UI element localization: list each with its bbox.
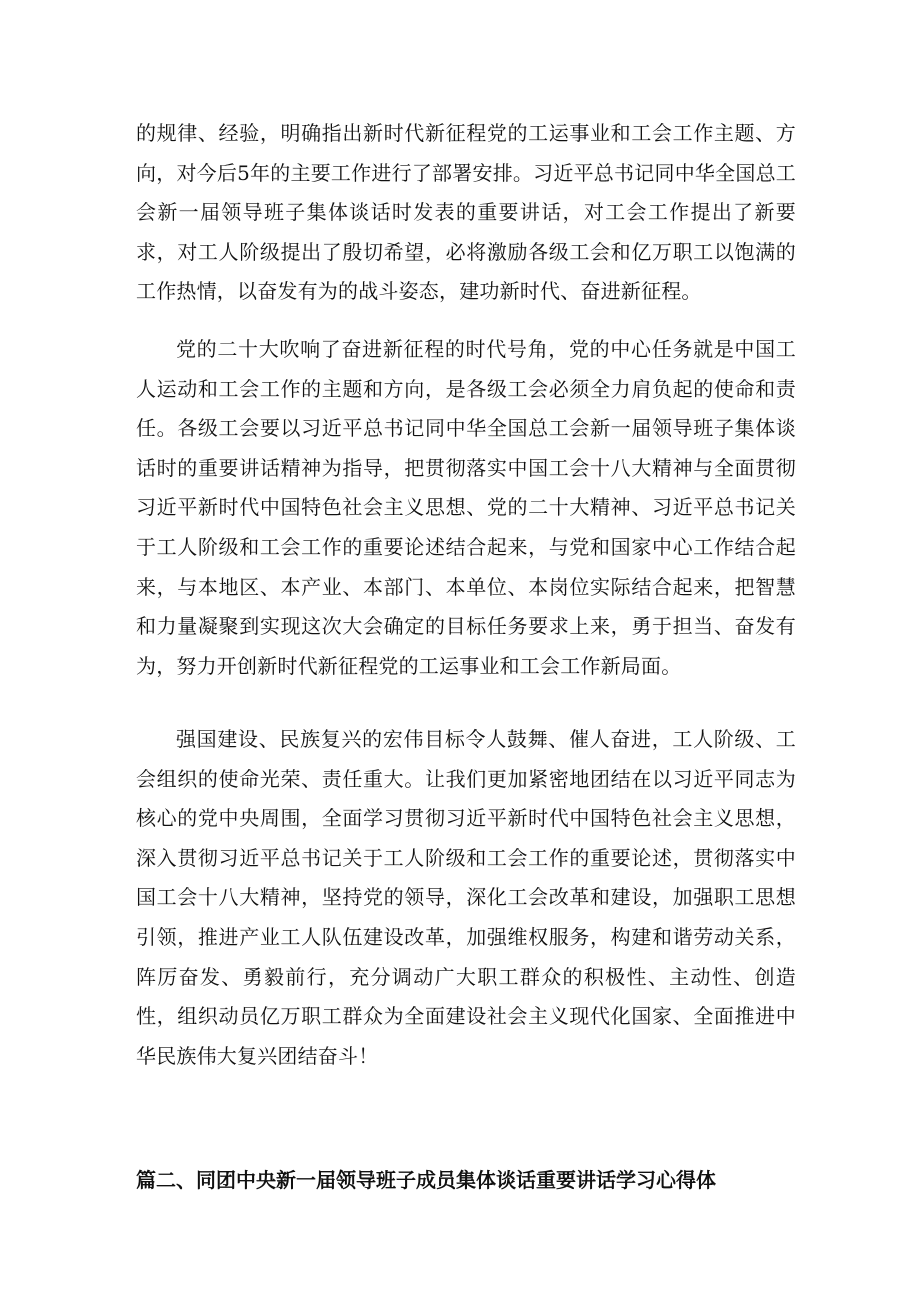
paragraph-party-congress: 党的二十大吹响了奋进新征程的时代号角，党的中心任务就是中国工人运动和工会工作的主题和方向，是各级工会必须全力肩负起的使命和责任。各级工会要以习近平总书记同中华全国总工会新一届领导班子集体谈话时的重要讲话精神为指导，把贯彻落实中国工会十八大精神与全面贯彻习近平新时代中国特色社会主义思想、党的二十大精神、习近平总书记关于工人阶级和工会工作的重要论述结合起来，与党和国家中心工作结合起来，与本地区、本产业、本部门、本单位、本岗位实际结合起来，把智慧和力量凝聚到实现这次大会确定的目标任务要求上来，勇于担当、奋发有为，努力开创新时代新征程党的工运事业和工会工作新局面。 (136, 337, 796, 678)
section-heading: 篇二、同团中央新一届领导班子成员集体谈话重要讲话学习心得体 (136, 1168, 716, 1192)
paragraph-national-rejuvenation: 强国建设、民族复兴的宏伟目标令人鼓舞、催人奋进，工人阶级、工会组织的使命光荣、责任重大。让我们更加紧密地团结在以习近平同志为核心的党中央周围，全面学习贯彻习近平新时代中国特色社会主义思想，深入贯彻习近平总书记关于工人阶级和工会工作的重要论述，贯彻落实中国工会十八大精神，坚持党的领导，深化工会改革和建设，加强职工思想引领，推进产业工人队伍建设改革，加强维权服务，构建和谐劳动关系，阵厉奋发、勇毅前行，充分调动广大职工群众的积极性、主动性、创造性，组织动员亿万职工群众为全面建设社会主义现代化国家、全面推进中华民族伟大复兴团结奋斗！ (136, 727, 796, 1068)
paragraph-continuation: 的规律、经验，明确指出新时代新征程党的工运事业和工会工作主题、方向，对今后5年的主要工作进行了部署安排。习近平总书记同中华全国总工会新一届领导班子集体谈话时发表的重要讲话，对工会工作提出了新要求，对工人阶级提出了殷切希望，必将激励各级工会和亿万职工以饱满的工作热情，以奋发有为的战斗姿态，建功新时代、奋进新征程。 (136, 121, 796, 304)
